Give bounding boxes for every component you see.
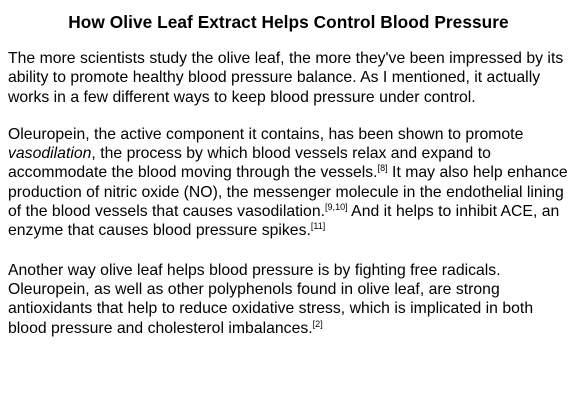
vasodilation-term: vasodilation	[8, 145, 92, 163]
citation-8[interactable]: [8]	[377, 163, 388, 174]
paragraph-antioxidants	[8, 261, 569, 338]
paragraph-text: Another way olive leaf helps blood pressure is by fighting free radicals. Oleuropein, as well as other polyphenols found in olive leaf, are strong antioxidants that help to reduce oxidative stress, which is implicated in both blood pressure and cholesterol imbalances.	[8, 261, 534, 337]
citation-2[interactable]: [2]	[312, 318, 323, 329]
citation-9-10[interactable]: [9,10]	[325, 202, 348, 213]
article-title: How Olive Leaf Extract Helps Control Blood Pressure	[68, 12, 509, 32]
paragraph-text: And it helps to inhibit ACE, an enzyme that causes blood pressure spikes.	[8, 203, 560, 240]
paragraph-text: , the process by which blood vessels relax and expand to accommodate the blood moving through the vessels.	[8, 145, 491, 182]
citation-11[interactable]: [11]	[310, 221, 326, 232]
paragraph-text: It may also help enhance production of nitric oxide (NO), the messenger molecule in the endothelial lining of the blood vessels that causes vasodilation.	[8, 164, 568, 221]
paragraph-oleuropein	[8, 125, 569, 241]
paragraph-text: Oleuropein, the active component it contains, has been shown to promote	[8, 125, 524, 143]
paragraph-intro: The more scientists study the olive leaf, the more they've been impressed by its ability to promote healthy blood pressure balance. As I mentioned, it actually works in a few different ways to keep blood pressure under control.	[8, 50, 564, 106]
